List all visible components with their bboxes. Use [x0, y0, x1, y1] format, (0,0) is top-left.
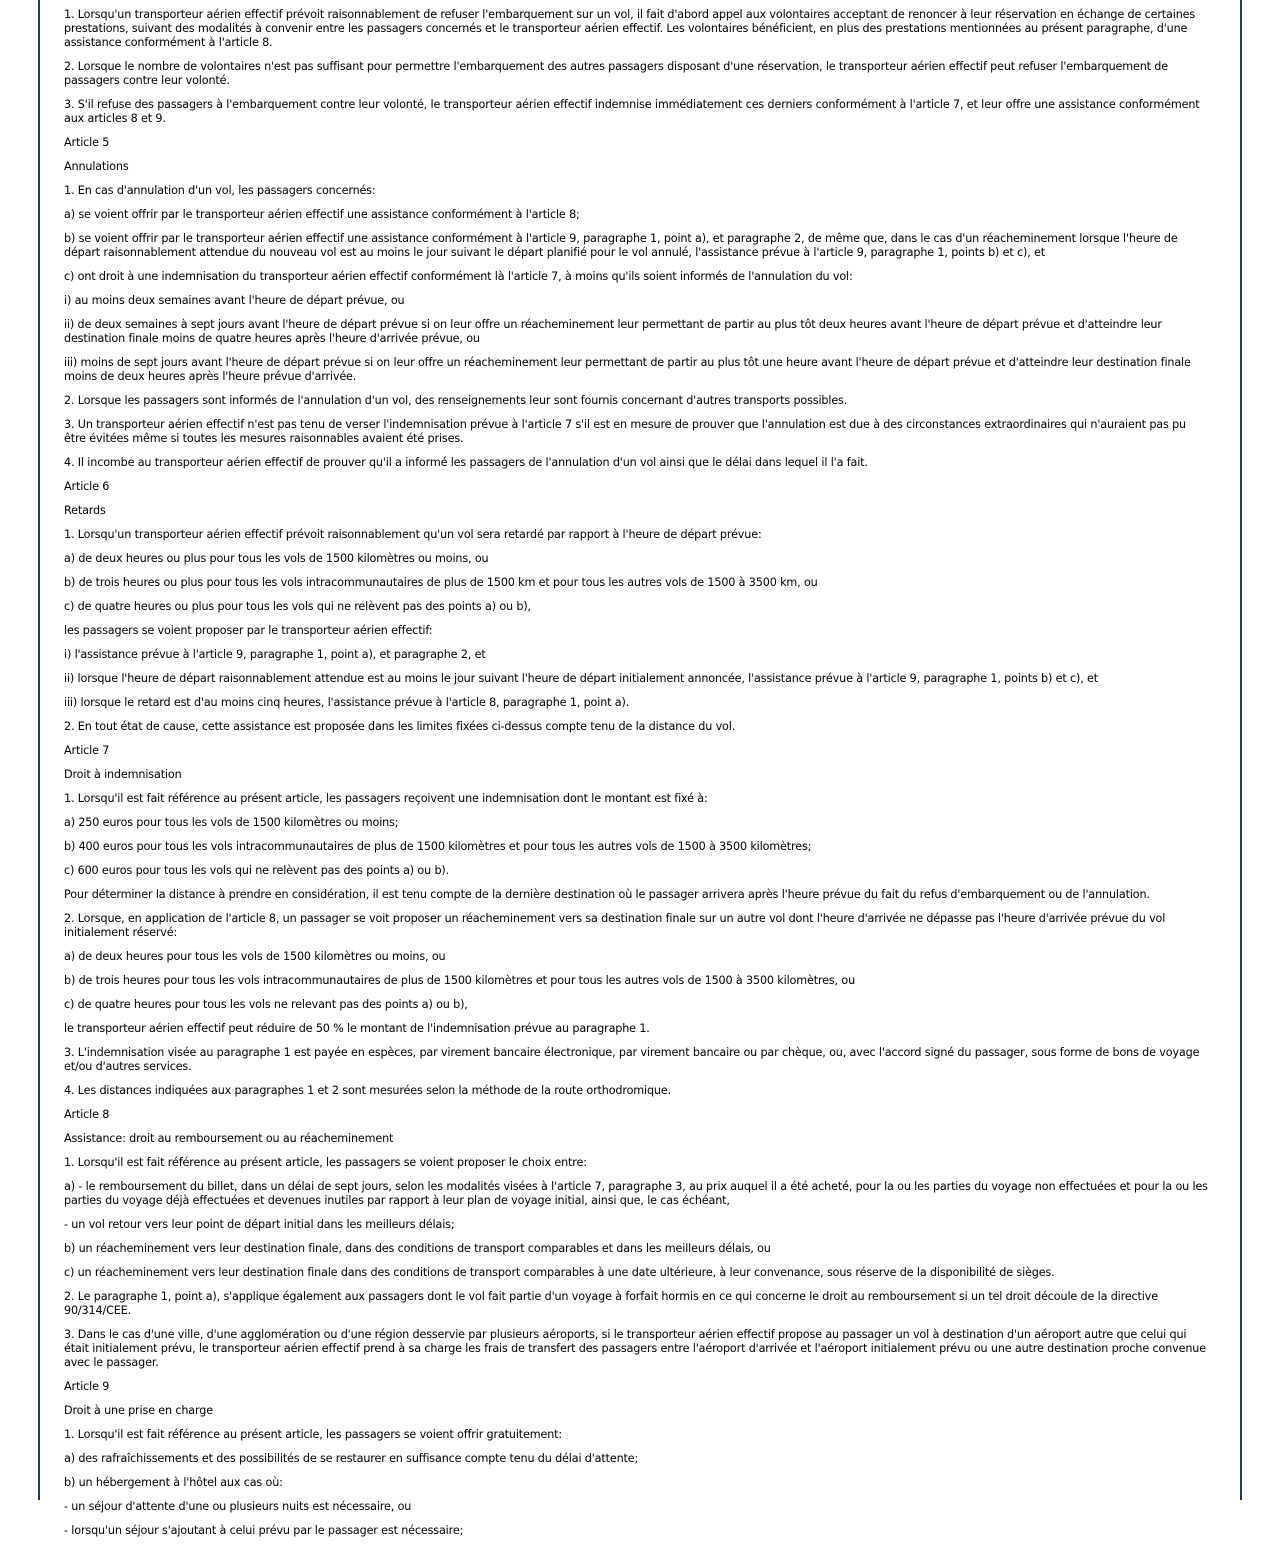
paragraph: 2. Le paragraphe 1, point a), s'applique également aux passagers dont le vol fait partie d'un voyage à forfait hormis en ce qui concerne le droit au remboursement si un tel droit découle de la directive 90/314/CEE. — [64, 1290, 1158, 1317]
paragraph: c) un réacheminement vers leur destination finale dans des conditions de transport comparables à une date ultérieure, à leur convenance, sous réserve de la disponibilité de sièges. — [64, 1266, 1055, 1279]
paragraph: 3. L'indemnisation visée au paragraphe 1 est payée en espèces, par virement bancaire électronique, par virement bancaire ou par chèque, ou, avec l'accord signé du passager, sous forme de bons de voyage et/ou d'autres services. — [64, 1046, 1200, 1073]
paragraph: b) 400 euros pour tous les vols intracommunautaires de plus de 1500 kilomètres et pour tous les autres vols de 1500 à 3500 kilomètres; — [64, 840, 812, 853]
paragraph: Article 7 — [64, 744, 110, 757]
paragraph: 2. Lorsque les passagers sont informés de l'annulation d'un vol, des renseignements leur sont fournis concernant d'autres transports possibles. — [64, 394, 848, 407]
paragraph: 4. Les distances indiquées aux paragraphes 1 et 2 sont mesurées selon la méthode de la route orthodromique. — [64, 1084, 672, 1097]
paragraph: b) un hébergement à l'hôtel aux cas où: — [64, 1476, 283, 1489]
paragraph: c) de quatre heures pour tous les vols ne relevant pas des points a) ou b), — [64, 998, 468, 1011]
paragraph: a) - le remboursement du billet, dans un délai de sept jours, selon les modalités visées à l'article 7, paragraphe 3, au prix auquel il a été acheté, pour la ou les parties du voyage non effectuées et pour la ou les parties du voyage déjà effectuées et devenues inutiles par rapport à leur plan de voyage initial, ainsi que, le cas échéant, — [64, 1180, 1208, 1207]
paragraph: a) de deux heures ou plus pour tous les vols de 1500 kilomètres ou moins, ou — [64, 552, 489, 565]
paragraph: a) de deux heures pour tous les vols de 1500 kilomètres ou moins, ou — [64, 950, 446, 963]
paragraph: Droit à une prise en charge — [64, 1404, 213, 1417]
paragraph: i) l'assistance prévue à l'article 9, paragraphe 1, point a), et paragraphe 2, et — [64, 648, 486, 661]
paragraph: Pour déterminer la distance à prendre en considération, il est tenu compte de la dernière destination où le passager arrivera après l'heure prévue du fait du refus d'embarquement ou de l'annulation. — [64, 888, 1150, 901]
paragraph: 1. En cas d'annulation d'un vol, les passagers concernés: — [64, 184, 376, 197]
paragraph: iii) moins de sept jours avant l'heure de départ prévue si on leur offre un réacheminement leur permettant de partir au plus tôt une heure avant l'heure de départ prévue et d'atteindre leur destination finale moins de deux heures après l'heure prévue d'arrivée. — [64, 356, 1191, 383]
paragraph: iii) lorsque le retard est d'au moins cinq heures, l'assistance prévue à l'article 8, paragraphe 1, point a). — [64, 696, 630, 709]
paragraph: les passagers se voient proposer par le transporteur aérien effectif: — [64, 624, 433, 637]
paragraph: c) 600 euros pour tous les vols qui ne relèvent pas des points a) ou b). — [64, 864, 450, 877]
paragraph: 1. Lorsqu'il est fait référence au présent article, les passagers se voient offrir gratuitement: — [64, 1428, 563, 1441]
paragraph: b) un réacheminement vers leur destination finale, dans des conditions de transport comparables et dans les meilleurs délais, ou — [64, 1242, 771, 1255]
paragraph: c) ont droit à une indemnisation du transporteur aérien effectif conformément là l'article 7, à moins qu'ils soient informés de l'annulation du vol: — [64, 270, 853, 283]
paragraph: a) des rafraîchissements et des possibilités de se restaurer en suffisance compte tenu du délai d'attente; — [64, 1452, 639, 1465]
paragraph: a) se voient offrir par le transporteur aérien effectif une assistance conformément à l'article 8; — [64, 208, 580, 221]
paragraph: Article 5 — [64, 136, 110, 149]
paragraph: 1. Lorsqu'un transporteur aérien effectif prévoit raisonnablement de refuser l'embarquement sur un vol, il fait d'abord appel aux volontaires acceptant de renoncer à leur réservation en échange de certaines prestations, suivant des modalités à convenir entre les passagers concernés et le transporteur aérien effectif. Les volontaires bénéficient, en plus des prestations mentionnées au présent paragraphe, d'une assistance conformément à l'article 8. — [64, 8, 1196, 49]
paragraph: 3. S'il refuse des passagers à l'embarquement contre leur volonté, le transporteur aérien effectif indemnise immédiatement ces derniers conformément à l'article 7, et leur offre une assistance conformément aux articles 8 et 9. — [64, 98, 1200, 125]
paragraph: 2. Lorsque, en application de l'article 8, un passager se voit proposer un réacheminement vers sa destination finale sur un autre vol dont l'heure d'arrivée ne dépasse pas l'heure d'arrivée prévue du vol initialement réservé: — [64, 912, 1166, 939]
paragraph: 1. Lorsqu'il est fait référence au présent article, les passagers reçoivent une indemnisation dont le montant est fixé à: — [64, 792, 708, 805]
paragraph: Article 8 — [64, 1108, 110, 1121]
paragraph: - un séjour d'attente d'une ou plusieurs nuits est nécessaire, ou — [64, 1500, 412, 1513]
paragraph: 1. Lorsqu'un transporteur aérien effectif prévoit raisonnablement qu'un vol sera retardé par rapport à l'heure de départ prévue: — [64, 528, 762, 541]
paragraph: c) de quatre heures ou plus pour tous les vols qui ne relèvent pas des points a) ou b), — [64, 600, 531, 613]
paragraph: b) de trois heures pour tous les vols intracommunautaires de plus de 1500 kilomètres et pour tous les autres vols de 1500 à 3500 kilomètres, ou — [64, 974, 856, 987]
paragraph: 2. En tout état de cause, cette assistance est proposée dans les limites fixées ci-dessus compte tenu de la distance du vol. — [64, 720, 736, 733]
document-page — [38, 0, 1242, 1537]
paragraph: Article 6 — [64, 480, 110, 493]
paragraph: 4. Il incombe au transporteur aérien effectif de prouver qu'il a informé les passagers de l'annulation d'un vol ainsi que le délai dans lequel il l'a fait. — [64, 456, 868, 469]
paragraph: b) de trois heures ou plus pour tous les vols intracommunautaires de plus de 1500 km et pour tous les autres vols de 1500 à 3500 km, ou — [64, 576, 818, 589]
paragraph: 3. Dans le cas d'une ville, d'une agglomération ou d'une région desservie par plusieurs aéroports, si le transporteur aérien effectif propose au passager un vol à destination d'un aéroport autre que celui qui était initialement prévu, le transporteur aérien effectif prend à sa charge les frais de transfert des passagers entre l'aéroport d'arrivée et l'aéroport initialement prévu ou une autre destination proche convenue avec le passager. — [64, 1328, 1206, 1369]
paragraph: ii) lorsque l'heure de départ raisonnablement attendue est au moins le jour suivant l'heure de départ initialement annoncée, l'assistance prévue à l'article 9, paragraphe 1, points b) et c), et — [64, 672, 1098, 685]
paragraph: Article 9 — [64, 1380, 110, 1393]
paragraph: a) 250 euros pour tous les vols de 1500 kilomètres ou moins; — [64, 816, 399, 829]
paragraph: Droit à indemnisation — [64, 768, 182, 781]
paragraph: Annulations — [64, 160, 129, 173]
document-body — [64, 8, 1210, 1548]
paragraph: i) au moins deux semaines avant l'heure de départ prévue, ou — [64, 294, 405, 307]
paragraph: - lorsqu'un séjour s'ajoutant à celui prévu par le passager est nécessaire; — [64, 1524, 464, 1537]
paragraph: ii) de deux semaines à sept jours avant l'heure de départ prévue si on leur offre un réacheminement leur permettant de partir au plus tôt deux heures avant l'heure de départ prévue et d'atteindre leur destination finale moins de quatre heures après l'heure d'arrivée prévue, ou — [64, 318, 1162, 345]
paragraph: 3. Un transporteur aérien effectif n'est pas tenu de verser l'indemnisation prévue à l'article 7 s'il est en mesure de prouver que l'annulation est due à des circonstances extraordinaires qui n'auraient pas pu être évitées même si toutes les mesures raisonnables avaient été prises. — [64, 418, 1186, 445]
paragraph: Retards — [64, 504, 106, 517]
paragraph: 2. Lorsque le nombre de volontaires n'est pas suffisant pour permettre l'embarquement des autres passagers disposant d'une réservation, le transporteur aérien effectif peut refuser l'embarquement de passagers contre leur volonté. — [64, 60, 1168, 87]
paragraph: b) se voient offrir par le transporteur aérien effectif une assistance conformément à l'article 9, paragraphe 1, point a), et paragraphe 2, de même que, dans le cas d'un réacheminement lorsque l'heure de départ raisonnablement attendue du nouveau vol est au moins le jour suivant le départ planifié pour le vol annulé, l'assistance prévue à l'article 9, paragraphe 1, points b) et c), et — [64, 232, 1178, 259]
paragraph: 1. Lorsqu'il est fait référence au présent article, les passagers se voient proposer le choix entre: — [64, 1156, 587, 1169]
paragraph: le transporteur aérien effectif peut réduire de 50 % le montant de l'indemnisation prévue au paragraphe 1. — [64, 1022, 650, 1035]
paragraph: - un vol retour vers leur point de départ initial dans les meilleurs délais; — [64, 1218, 455, 1231]
paragraph: Assistance: droit au remboursement ou au réacheminement — [64, 1132, 394, 1145]
